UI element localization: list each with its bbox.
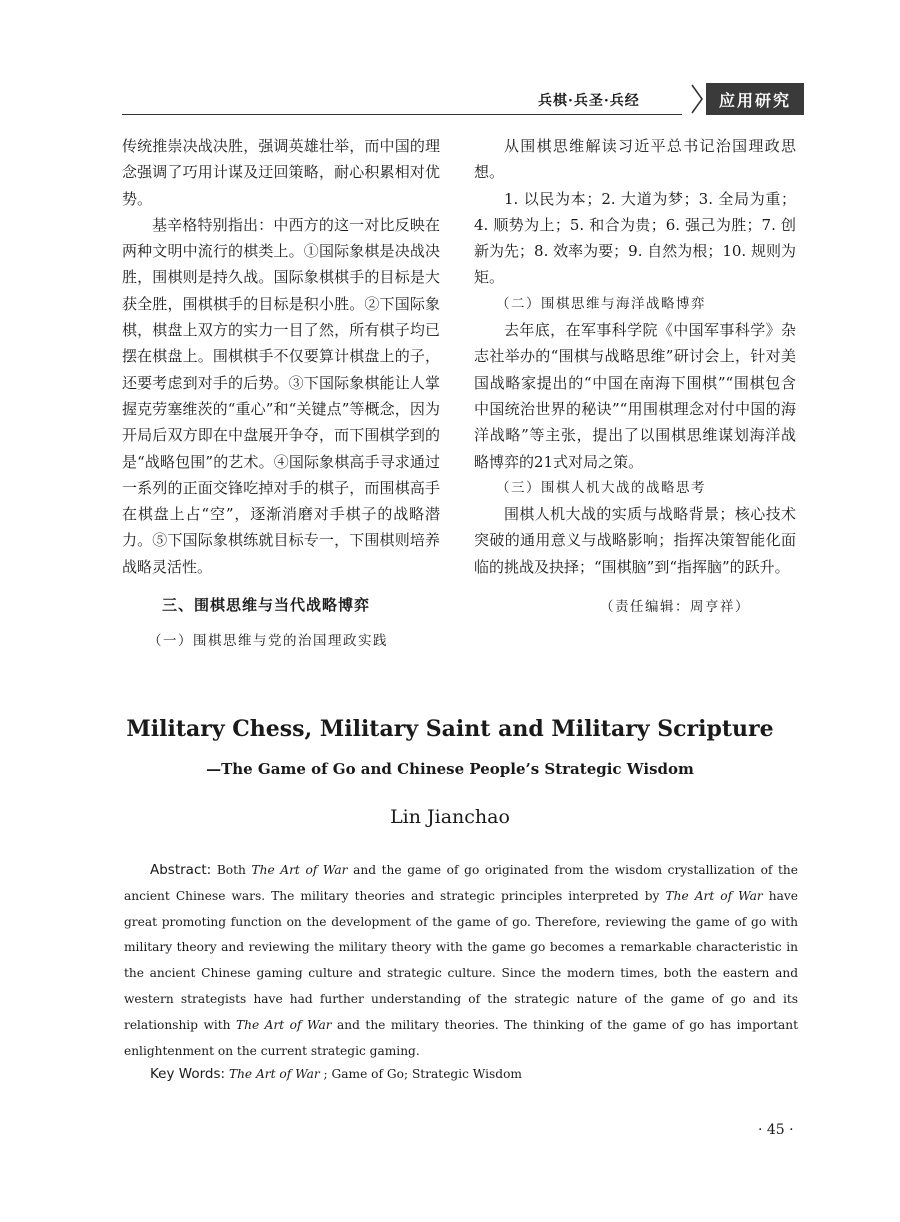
left-paragraph-1: 传统推崇决战决胜，强调英雄壮举，而中国的理念强调了巧用计谋及迂回策略，耐心积累相对优势。 [122, 137, 440, 208]
book-title-1: The Art of War [251, 863, 348, 877]
english-title: Military Chess, Military Saint and Military Scripture [126, 716, 774, 742]
abstract-text-1: Both [211, 863, 252, 877]
subsection-heading-2: （二）围棋思维与海洋战略博弈 [496, 295, 706, 312]
book-title-3: The Art of War [236, 1017, 332, 1032]
abstract-text-3: have great promoting function on the development of the game of go. Therefore, reviewing the game of go with military theory and reviewing the military theory with the game go becomes a remarkable characteristic in the ancient Chinese gaming culture and strategic culture. Since the modern times, both the eastern and western strategists have had further understanding of the strategic nature of the game of go and its relationship with [124, 888, 799, 1032]
right-paragraph-2: 1. 以民为本；2. 大道为梦；3. 全局为重；4. 顺势为上；5. 和合为贵；6. 强己为胜；7. 创新为先；8. 效率为要；9. 自然为根；10. 规则为矩。 [474, 189, 796, 287]
section-badge: 应用研究 [706, 83, 804, 115]
abstract-label: Abstract: [150, 862, 212, 878]
keywords [150, 1066, 522, 1082]
left-column [122, 133, 440, 655]
abstract-text-2: and the game of go originated from the wisdom crystallization of the ancient Chinese wars. The military theories and strategic principles interpreted by [124, 863, 798, 903]
chevron-right-icon [690, 83, 706, 115]
right-column [474, 133, 796, 620]
english-subtitle: —The Game of Go and Chinese People’s Strategic Wisdom [206, 760, 694, 778]
right-paragraph-1: 从围棋思维解读习近平总书记治国理政思想。 [474, 137, 796, 182]
editor-credit: （责任编辑：周亨祥） [600, 599, 750, 616]
keyword-book-title: The Art of War [228, 1067, 320, 1081]
section-heading-3: 三、围棋思维与当代战略博弈 [162, 596, 371, 615]
abstract-text-4: and the military theories. The thinking of the game of go has important enlightenment on the current strategic gaming. [124, 1017, 798, 1058]
book-title-2: The Art of War [665, 888, 763, 903]
subsection-heading-1: （一）围棋思维与党的治国理政实践 [148, 633, 388, 650]
right-paragraph-3: 去年底，在军事科学院《中国军事科学》杂志社举办的“围棋与战略思维”研讨会上，针对美国战略家提出的“中国在南海下围棋”“围棋包含中国统治世界的秘诀”“用围棋理念对付中国的海洋战略”等主张，提出了以围棋思维谋划海洋战略博弈的21式对局之策。 [474, 321, 796, 471]
keywords-label: Key Words: [150, 1066, 226, 1082]
running-header-series: 兵棋·兵圣·兵经 [538, 93, 640, 109]
header-rule [122, 114, 682, 115]
page-number: · 45 · [758, 1122, 794, 1138]
right-paragraph-4: 围棋人机大战的实质与战略背景；核心技术突破的通用意义与战略影响；指挥决策智能化面临的挑战及抉择；“围棋脑”到“指挥脑”的跃升。 [474, 505, 796, 576]
subsection-heading-3: （三）围棋人机大战的战略思考 [496, 479, 706, 496]
abstract [124, 858, 798, 1064]
author-name: Lin Jianchao [390, 806, 510, 828]
keywords-rest: ; Game of Go; Strategic Wisdom [319, 1067, 522, 1081]
left-paragraph-2: 基辛格特别指出：中西方的这一对比反映在两种文明中流行的棋类上。①国际象棋是决战决胜，围棋则是持久战。国际象棋棋手的目标是大获全胜，围棋棋手的目标是积小胜。②下国际象棋，棋盘上双方的实力一目了然，所有棋子均已摆在棋盘上。围棋棋手不仅要算计棋盘上的子，还要考虑到对手的后势。③下国际象棋能让人掌握克劳塞维茨的“重心”和“关键点”等概念，因为开局后双方即在中盘展开争夺，而下围棋学到的是“战略包围”的艺术。④国际象棋高手寻求通过一系列的正面交锋吃掉对手的棋子，而围棋高手在棋盘上占“空”，逐渐消磨对手棋子的战略潜力。⑤下国际象棋练就目标专一，下围棋则培养战略灵活性。 [122, 215, 440, 576]
